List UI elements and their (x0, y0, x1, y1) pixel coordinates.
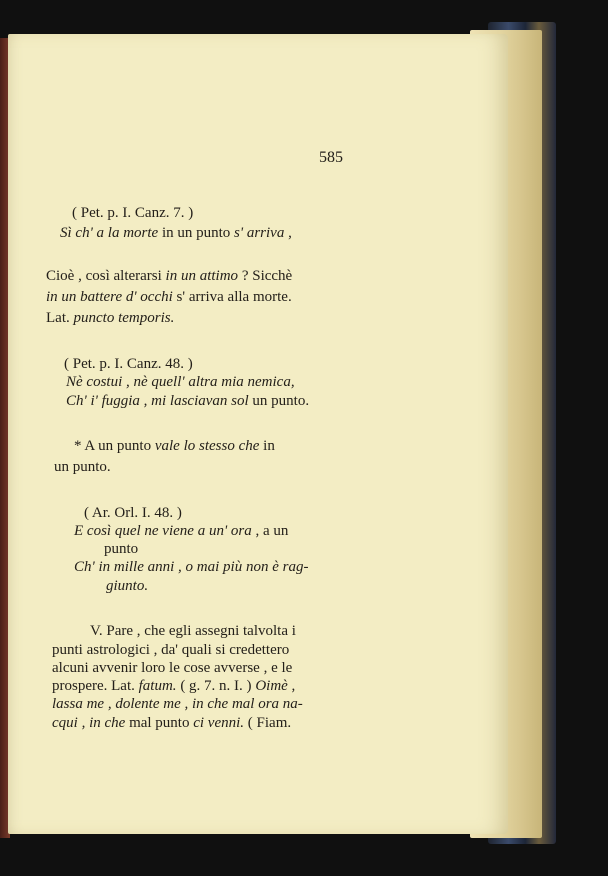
note-line: un punto. (54, 459, 111, 475)
quote-line: Ch' i' fuggia , mi lasciavan sol un punto. (66, 393, 310, 409)
text-line: V. Pare , che egli assegni talvolta i (90, 623, 296, 639)
text-line: Cioè , così alterarsi in un attimo ? Sicchè (46, 268, 293, 284)
quote-line: Ch' in mille anni , o mai più non è rag- (74, 559, 309, 575)
text-line: cqui , in che mal punto ci venni. ( Fiam. (52, 715, 292, 731)
note-line: * A un punto vale lo stesso che in (74, 438, 275, 454)
citation-petrarca-canz-7: ( Pet. p. I. Canz. 7. ) (72, 205, 194, 221)
text-line: prospere. Lat. fatum. ( g. 7. n. I. ) Oimè , (52, 678, 296, 694)
text-line: lassa me , dolente me , in che mal ora na- (52, 696, 303, 712)
quote-line: punto (104, 541, 139, 557)
quote-line: Nè costui , nè quell' altra mia nemica, (66, 374, 295, 390)
quote-line: giunto. (106, 578, 149, 594)
citation-petrarca-canz-48: ( Pet. p. I. Canz. 48. ) (64, 356, 193, 372)
citation-ariosto-orl-48: ( Ar. Orl. I. 48. ) (84, 505, 182, 521)
text-line: punti astrologici , da' quali si credettero (52, 642, 290, 658)
quote-line: E così quel ne viene a un' ora , a un (74, 523, 289, 539)
text-line: Lat. puncto temporis. (46, 310, 175, 326)
book-page (8, 34, 508, 834)
text-line: alcuni avvenir loro le cose avverse , e le (52, 660, 293, 676)
quote-line: Sì ch' a la morte in un punto s' arriva , (60, 225, 292, 241)
page-number: 585 (319, 149, 343, 166)
text-line: in un battere d' occhi s' arriva alla morte. (46, 289, 292, 305)
